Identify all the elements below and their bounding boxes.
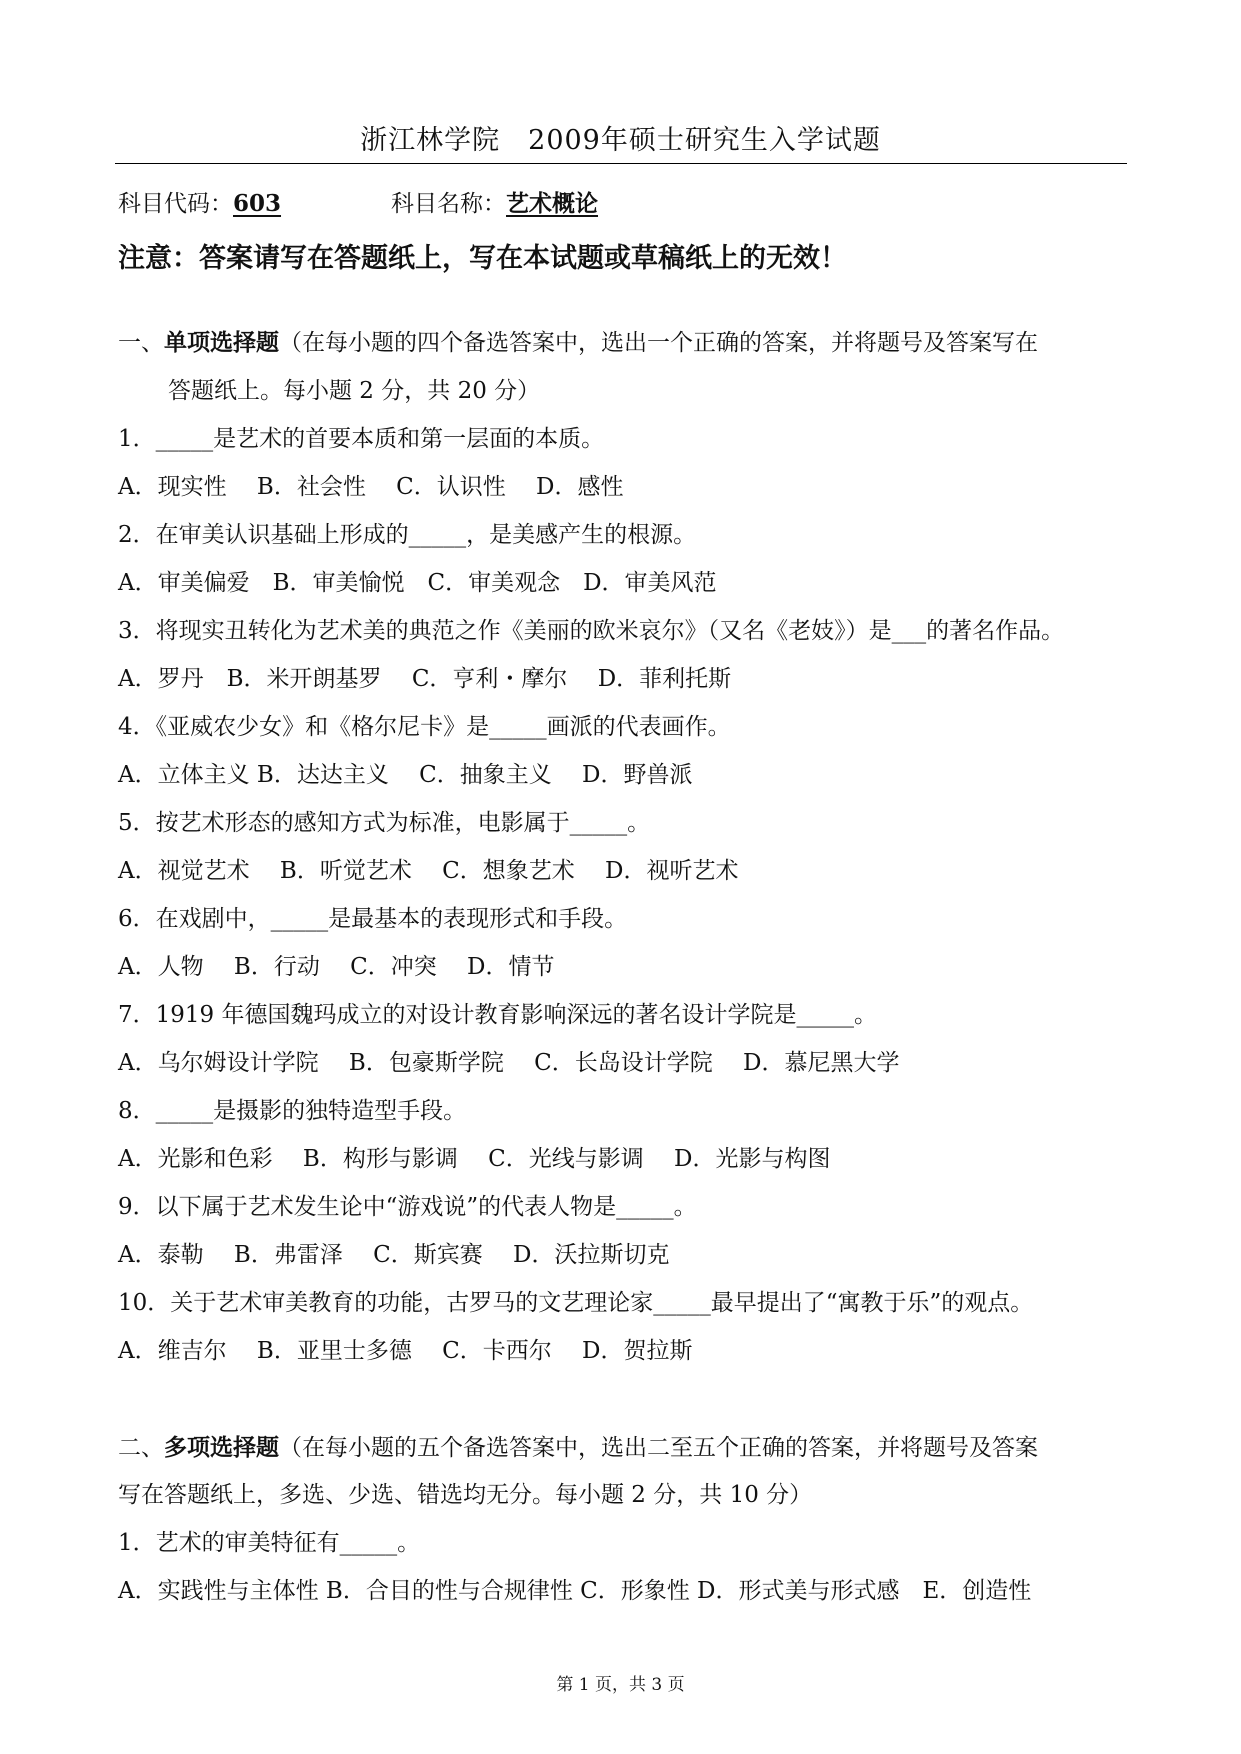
question-options: A．乌尔姆设计学院 B．包豪斯学院 C．长岛设计学院 D．慕尼黑大学 — [118, 1050, 900, 1076]
question-text: 9．以下属于艺术发生论中“游戏说”的代表人物是_____。 — [118, 1194, 697, 1220]
section2-title: 多项选择题 — [164, 1434, 279, 1461]
question-text: 8．_____是摄影的独特造型手段。 — [118, 1098, 467, 1124]
question-text: 10．关于艺术审美教育的功能，古罗马的文艺理论家_____最早提出了“寓教于乐”的观点。 — [118, 1290, 1034, 1316]
section2-desc-2: 写在答题纸上，多选、少选、错选均无分。每小题 2 分，共 10 分） — [118, 1482, 813, 1508]
question-options: A．维吉尔 B．亚里士多德 C．卡西尔 D．贺拉斯 — [118, 1338, 693, 1364]
page-footer: 第 1 页，共 3 页 — [556, 1675, 685, 1695]
section1-heading — [118, 331, 1038, 355]
question-text: 3．将现实丑转化为艺术美的典范之作《美丽的欧米哀尔》（又名《老妓》）是___的著名作品。 — [118, 618, 1065, 644]
question-text: 5．按艺术形态的感知方式为标准，电影属于_____。 — [118, 810, 651, 836]
question-text: 1．艺术的审美特征有_____。 — [118, 1530, 421, 1556]
section2-heading — [118, 1436, 1038, 1460]
section1-number: 一、 — [118, 330, 164, 356]
section1-desc-2: 答题纸上。每小题 2 分，共 20 分） — [168, 378, 541, 404]
section2-number: 二、 — [118, 1435, 164, 1461]
header-divider — [115, 163, 1127, 164]
section1-desc-1: （在每小题的四个备选答案中，选出一个正确的答案，并将题号及答案写在 — [279, 330, 1038, 356]
question-text: 4．《亚威农少女》和《格尔尼卡》是_____画派的代表画作。 — [118, 714, 731, 740]
subject-code-label: 科目代码： — [118, 191, 233, 217]
question-options: A．立体主义 B．达达主义 C．抽象主义 D．野兽派 — [118, 762, 693, 788]
question-text: 2．在审美认识基础上形成的_____，是美感产生的根源。 — [118, 522, 697, 548]
section1-title: 单项选择题 — [164, 329, 279, 356]
page-title: 浙江林学院 2009年硕士研究生入学试题 — [360, 125, 881, 156]
subject-code: 603 — [233, 190, 282, 217]
subject-name: 艺术概论 — [506, 190, 599, 217]
question-text: 1．_____是艺术的首要本质和第一层面的本质。 — [118, 426, 605, 452]
question-options: A．审美偏爱 B．审美愉悦 C．审美观念 D．审美风范 — [118, 570, 717, 596]
subject-info — [118, 185, 598, 218]
question-options: A．泰勒 B．弗雷泽 C．斯宾赛 D．沃拉斯切克 — [118, 1242, 670, 1268]
question-options: A．人物 B．行动 C．冲突 D．情节 — [118, 954, 555, 980]
question-options: A．光影和色彩 B．构形与影调 C．光线与影调 D．光影与构图 — [118, 1146, 831, 1172]
question-options: A．现实性 B．社会性 C．认识性 D．感性 — [118, 474, 624, 500]
section2-desc-1: （在每小题的五个备选答案中，选出二至五个正确的答案，并将题号及答案 — [279, 1435, 1038, 1461]
question-text: 7．1919 年德国魏玛成立的对设计教育影响深远的著名设计学院是_____。 — [118, 1002, 877, 1028]
subject-name-label: 科目名称： — [391, 191, 507, 217]
question-options: A．罗丹 B．米开朗基罗 C．亨利・摩尔 D．菲利托斯 — [118, 666, 732, 692]
question-options: A．实践性与主体性 B．合目的性与合规律性 C．形象性 D．形式美与形式感 E．创造性 — [118, 1578, 1032, 1604]
exam-notice: 注意：答案请写在答题纸上，写在本试题或草稿纸上的无效！ — [118, 243, 847, 274]
question-text: 6．在戏剧中，_____是最基本的表现形式和手段。 — [118, 906, 628, 932]
question-options: A．视觉艺术 B．听觉艺术 C．想象艺术 D．视听艺术 — [118, 858, 739, 884]
